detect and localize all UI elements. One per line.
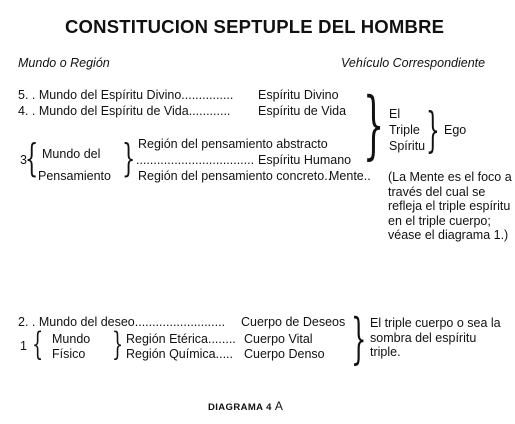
row-3-dots: .................................. (136, 153, 255, 167)
triple-spirit-line2: Triple (389, 123, 420, 137)
row-1-number: 1 (20, 339, 27, 353)
row-1-dense-body: Cuerpo Denso (244, 347, 325, 361)
row-3-human-spirit: Espíritu Humano (258, 153, 352, 167)
row-1-world-line1: Mundo (52, 332, 91, 346)
triple-body-note: El triple cuerpo o sea la sombra del espíritu triple. (370, 316, 501, 359)
row-3-abstract-region: Región del pensamiento abstracto (138, 137, 328, 151)
triple-body-brace-icon: } (351, 307, 367, 370)
row-2-vehicle: Cuerpo de Deseos (241, 315, 346, 329)
middle-brace-icon: } (122, 136, 136, 180)
row-4-region: 4. . Mundo del Espíritu de Vida............ (18, 104, 231, 118)
triple-spirit-brace-icon: } (363, 82, 385, 168)
ego-label: Ego (444, 123, 467, 137)
row-3-concrete-region: Región del pensamiento concreto.. (138, 169, 332, 183)
row-3-mind: Mente.. (329, 169, 371, 183)
row-1-etheric-region: Región Etérica........ (126, 332, 236, 346)
triple-spirit-line3: Spíritu (389, 139, 426, 153)
physical-left-brace-icon: { (32, 325, 44, 363)
diagram-caption (208, 400, 283, 413)
row-2-region: 2. . Mundo del deseo.......................... (18, 315, 226, 329)
row-1-vital-body: Cuerpo Vital (244, 332, 313, 346)
row-5-vehicle: Espíritu Divino (258, 88, 339, 102)
page-title: CONSTITUCION SEPTUPLE DEL HOMBRE (65, 16, 445, 37)
row-3-world-line2: Pensamiento (38, 169, 111, 183)
column-header-vehicle: Vehículo Correspondiente (341, 56, 486, 70)
column-header-region: Mundo o Región (18, 56, 110, 70)
physical-right-brace-icon: } (112, 325, 124, 363)
row-1-chemical-region: Región Química..... (126, 347, 233, 361)
row-4-vehicle: Espíritu de Vida (258, 104, 347, 118)
row-3-world-line1: Mundo del (42, 147, 101, 161)
row-3-number: 3 (20, 153, 27, 167)
diagram-caption-mark: A (274, 399, 284, 413)
diagram-caption-label: DIAGRAMA 4 (208, 402, 272, 413)
mind-note: (La Mente es el foco a través del cual se refleja el triple espíritu en el triple cuerpo; véase el diagrama 1.) (388, 170, 512, 242)
ego-brace-icon: } (426, 102, 440, 158)
row-5-region: 5. . Mundo del Espíritu Divino............... (18, 88, 234, 102)
triple-spirit-line1: El (389, 107, 401, 121)
row-1-world-line2: Físico (52, 347, 86, 361)
left-brace-icon: { (25, 136, 39, 180)
